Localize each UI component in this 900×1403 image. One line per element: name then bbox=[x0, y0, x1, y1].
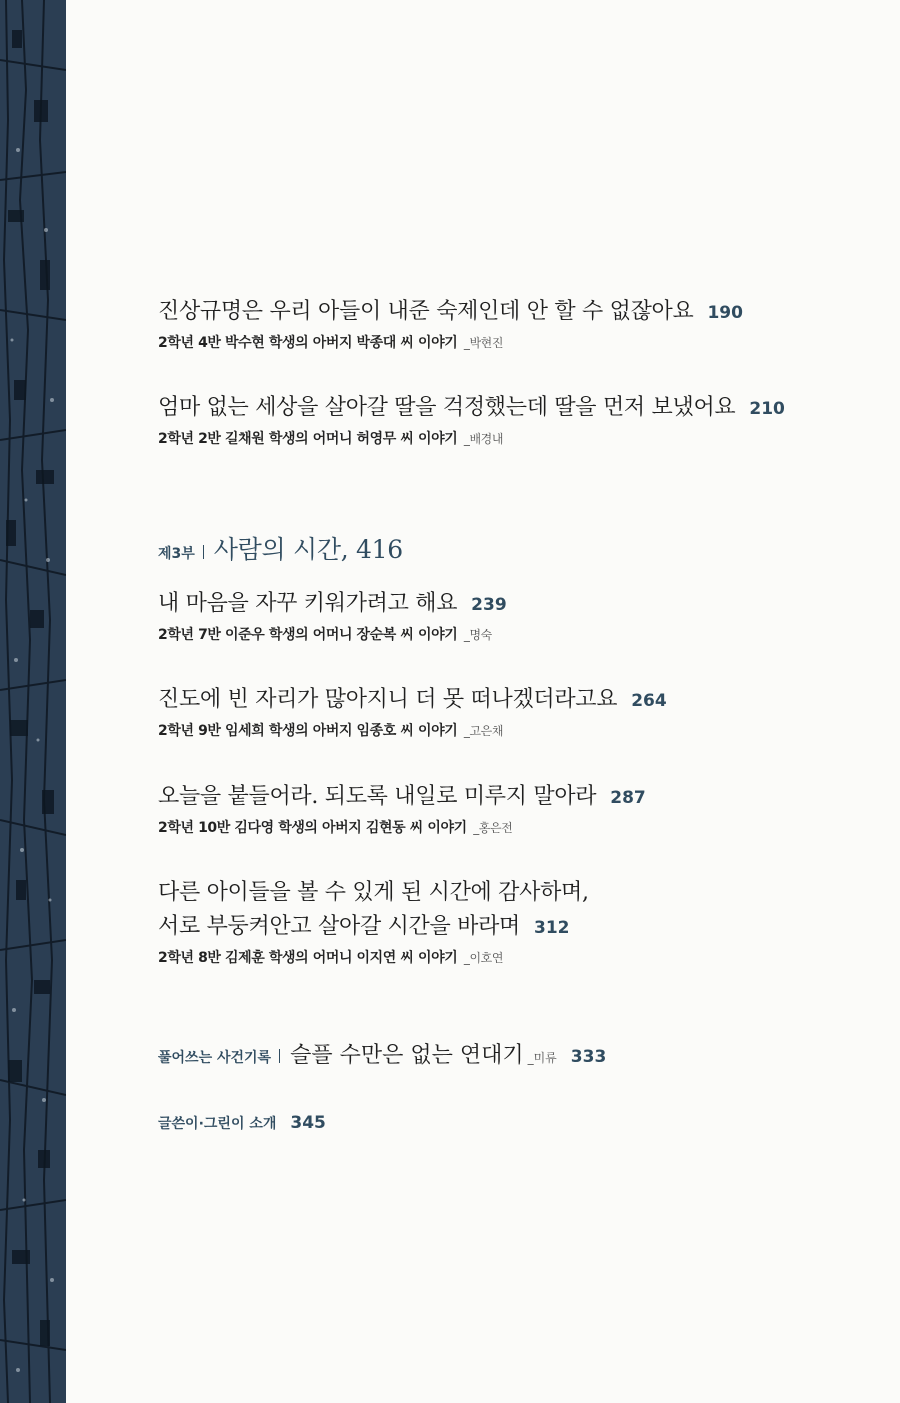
toc-entry[interactable] bbox=[158, 295, 743, 354]
entry-subtitle-line bbox=[158, 428, 785, 450]
entry-subtitle: 2학년 4반 박수현 학생의 아버지 박종대 씨 이야기 bbox=[158, 335, 458, 351]
part-heading bbox=[158, 530, 403, 566]
entry-subtitle-line bbox=[158, 332, 743, 354]
record-title: 슬플 수만은 없는 연대기 bbox=[290, 1043, 524, 1068]
entry-title: 엄마 없는 세상을 살아갈 딸을 걱정했는데 딸을 먼저 보냈어요 bbox=[158, 395, 736, 420]
entry-author: _홍은전 bbox=[473, 821, 513, 835]
entry-subtitle-line bbox=[158, 817, 646, 839]
toc-entry[interactable] bbox=[158, 391, 785, 450]
page-number: 312 bbox=[534, 918, 570, 938]
entry-subtitle: 2학년 9반 임세희 학생의 아버지 임종호 씨 이야기 bbox=[158, 723, 458, 739]
entry-subtitle: 2학년 10반 김다영 학생의 아버지 김현동 씨 이야기 bbox=[158, 820, 467, 836]
entry-title-line-2 bbox=[158, 910, 589, 945]
toc-entry[interactable] bbox=[158, 587, 507, 646]
entry-subtitle: 2학년 8반 김제훈 학생의 어머니 이지연 씨 이야기 bbox=[158, 950, 458, 966]
toc-entry[interactable] bbox=[158, 683, 667, 742]
entry-title-line bbox=[158, 391, 785, 426]
entry-subtitle: 2학년 2반 길채원 학생의 어머니 허영무 씨 이야기 bbox=[158, 431, 458, 447]
record-label: 풀어쓰는 사건기록 bbox=[158, 1050, 272, 1066]
toc-contributors-entry[interactable] bbox=[158, 1113, 326, 1133]
page-number: 333 bbox=[570, 1047, 607, 1067]
entry-author: _배경내 bbox=[463, 432, 504, 446]
entry-subtitle: 2학년 7반 이준우 학생의 어머니 장순복 씨 이야기 bbox=[158, 627, 458, 643]
page-number: 345 bbox=[290, 1113, 326, 1133]
entry-subtitle-line bbox=[158, 624, 507, 646]
contributors-label: 글쓴이·그린이 소개 bbox=[158, 1116, 277, 1132]
entry-title: 진상규명은 우리 아들이 내준 숙제인데 안 할 수 없잖아요 bbox=[158, 299, 694, 324]
part-title: 사람의 시간, 416 bbox=[213, 535, 403, 564]
record-author: _미류 bbox=[527, 1051, 557, 1065]
entry-author: _박현진 bbox=[463, 336, 504, 350]
entry-title: 내 마음을 자꾸 키워가려고 해요 bbox=[158, 591, 458, 616]
divider bbox=[279, 1049, 280, 1063]
page-number: 264 bbox=[631, 691, 667, 711]
entry-subtitle-line bbox=[158, 720, 667, 742]
page-number: 239 bbox=[471, 595, 507, 615]
entry-author: _이호연 bbox=[463, 951, 504, 965]
toc-record-entry[interactable] bbox=[158, 1038, 606, 1069]
toc-entry[interactable] bbox=[158, 876, 589, 969]
entry-subtitle-line bbox=[158, 947, 589, 969]
divider bbox=[203, 545, 204, 559]
entry-title-line bbox=[158, 587, 507, 622]
entry-title: 오늘을 붙들어라. 되도록 내일로 미루지 말아라 bbox=[158, 784, 597, 809]
entry-author: _명숙 bbox=[463, 628, 492, 642]
page-number: 190 bbox=[707, 303, 743, 323]
page-number: 210 bbox=[749, 399, 785, 419]
entry-title-line bbox=[158, 295, 743, 330]
part-label: 제3부 bbox=[158, 546, 195, 562]
entry-title: 진도에 빈 자리가 많아지니 더 못 떠나겠더라고요 bbox=[158, 687, 618, 712]
entry-title-line-1: 다른 아이들을 볼 수 있게 된 시간에 감사하며, bbox=[158, 880, 589, 905]
entry-title: 서로 부둥켜안고 살아갈 시간을 바라며 bbox=[158, 914, 521, 939]
entry-author: _고은채 bbox=[463, 724, 504, 738]
toc-entry[interactable] bbox=[158, 780, 646, 839]
entry-title-line bbox=[158, 683, 667, 718]
page-number: 287 bbox=[610, 788, 646, 808]
entry-title-line bbox=[158, 780, 646, 815]
